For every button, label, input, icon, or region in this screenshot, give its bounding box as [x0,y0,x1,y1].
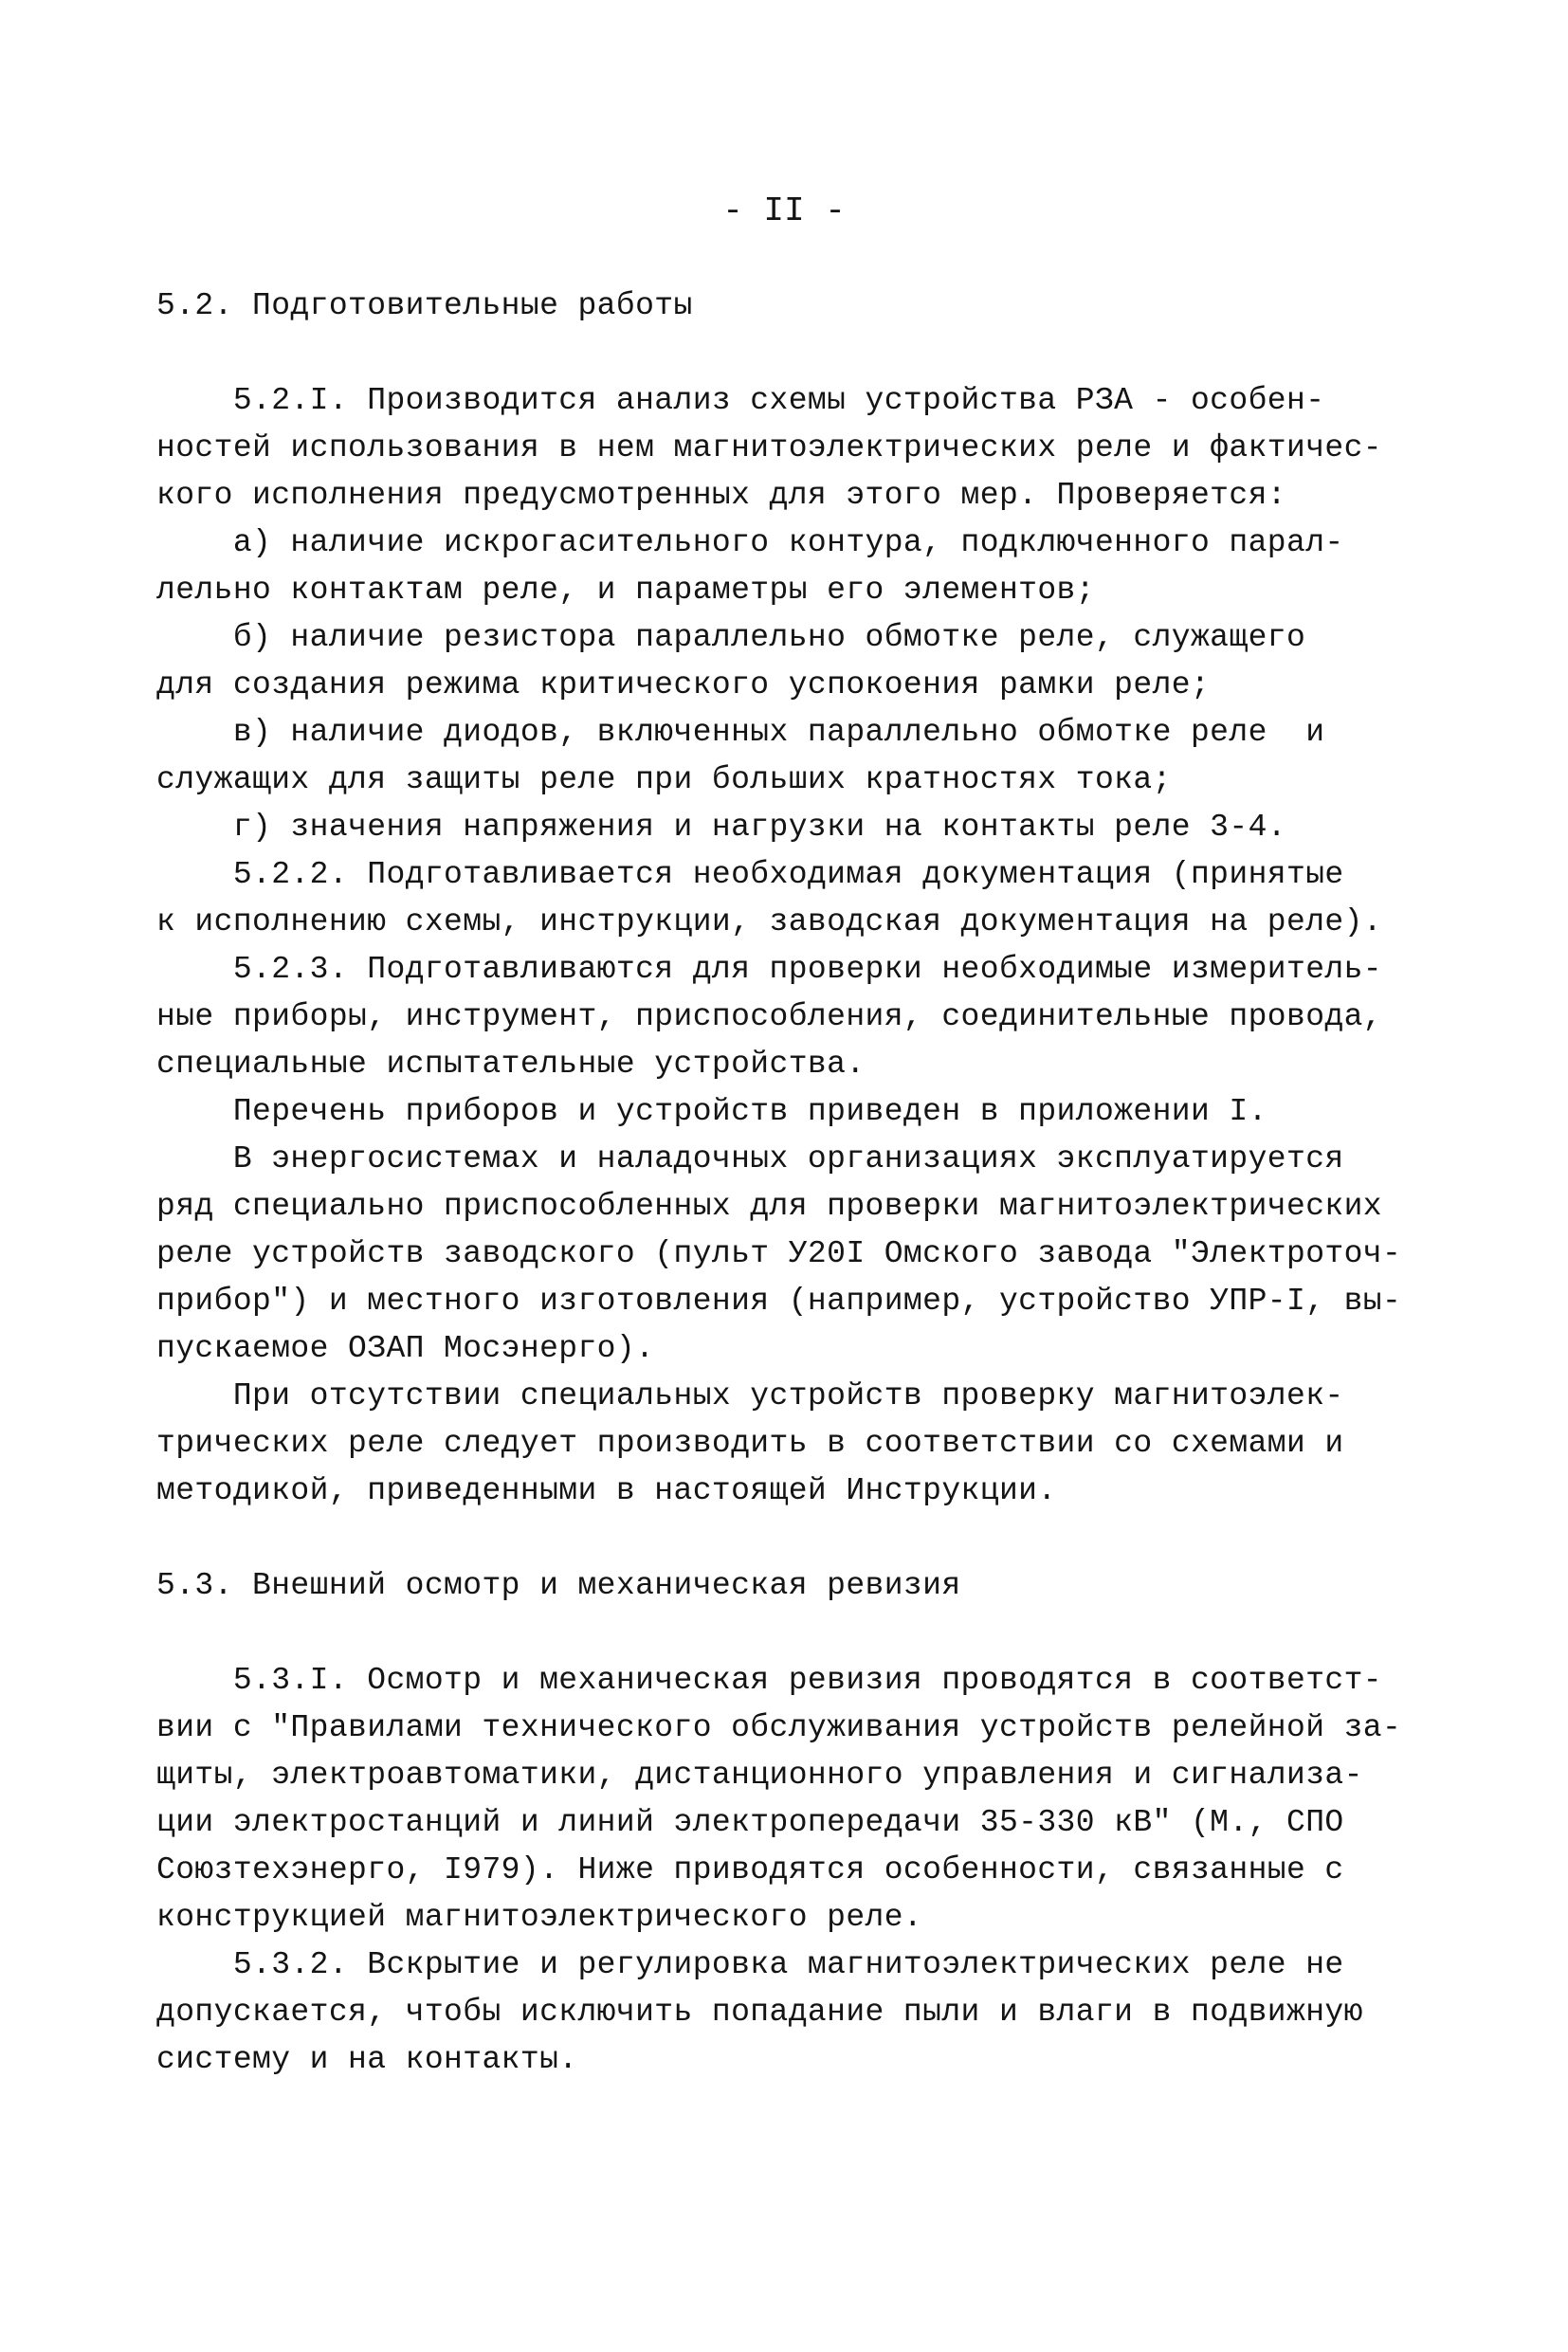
section-heading-5-2: 5.2. Подготовительные работы [156,288,693,323]
text-line: вии с "Правилами технического обслуживания устройств релейной за- [156,1710,1402,1745]
text-line: Перечень приборов и устройств приведен в приложении I. [156,1094,1267,1129]
text-line: служащих для защиты реле при больших кратностях тока; [156,762,1172,797]
text-line: ные приборы, инструмент, приспособления, соединительные провода, [156,999,1383,1034]
text-line: конструкцией магнитоэлектрического реле. [156,1900,923,1935]
text-line: 5.2.2. Подготавливается необходимая документация (принятые [156,857,1344,892]
text-line: ции электростанций и линий электропередачи 35-330 кВ" (М., СПО [156,1805,1344,1840]
text-line: в) наличие диодов, включенных параллельно обмотке реле и [156,715,1325,750]
text-line: 5.3.I. Осмотр и механическая ревизия проводятся в соответст- [156,1663,1383,1698]
text-line: пускаемое ОЗАП Мосэнерго). [156,1331,655,1366]
text-line: 5.3.2. Вскрытие и регулировка магнитоэлектрических реле не [156,1947,1344,1982]
text-line: для создания режима критического успокоения рамки реле; [156,667,1211,702]
text-line: систему и на контакты. [156,2042,578,2077]
text-line: к исполнению схемы, инструкции, заводская документация на реле). [156,904,1383,939]
text-line: При отсутствии специальных устройств проверку магнитоэлек- [156,1378,1344,1413]
text-line: допускается, чтобы исключить попадание пыли и влаги в подвижную [156,1995,1363,2030]
text-line: прибор") и местного изготовления (например, устройство УПР-I, вы- [156,1284,1402,1319]
text-line: ряд специально приспособленных для проверки магнитоэлектрических [156,1189,1383,1224]
text-line: а) наличие искрогасительного контура, подключенного парал- [156,525,1344,560]
section-heading-5-3: 5.3. Внешний осмотр и механическая ревизия [156,1568,961,1603]
text-line: Союзтехэнерго, I979). Ниже приводятся особенности, связанные с [156,1852,1344,1887]
text-line: лельно контактам реле, и параметры его элементов; [156,573,1095,608]
text-line: трических реле следует производить в соответствии со схемами и [156,1426,1344,1461]
text-line: кого исполнения предусмотренных для этого мер. Проверяется: [156,478,1286,513]
text-line: г) значения напряжения и нагрузки на контакты реле 3-4. [156,810,1286,845]
text-line: ностей использования в нем магнитоэлектрических реле и фактичес- [156,430,1383,465]
text-line: В энергосистемах и наладочных организациях эксплуатируется [156,1141,1344,1176]
page-number: - II - [722,191,846,230]
text-line: 5.2.I. Производится анализ схемы устройства РЗА - особен- [156,383,1325,418]
text-line: щиты, электроавтоматики, дистанционного управления и сигнализа- [156,1758,1363,1793]
text-line: специальные испытательные устройства. [156,1047,866,1082]
text-line: 5.2.3. Подготавливаются для проверки необходимые измеритель- [156,952,1383,987]
text-line: реле устройств заводского (пульт У20I Омского завода "Электроточ- [156,1236,1402,1271]
text-line: методикой, приведенными в настоящей Инструкции. [156,1473,1057,1508]
text-line: б) наличие резистора параллельно обмотке реле, служащего [156,620,1306,655]
